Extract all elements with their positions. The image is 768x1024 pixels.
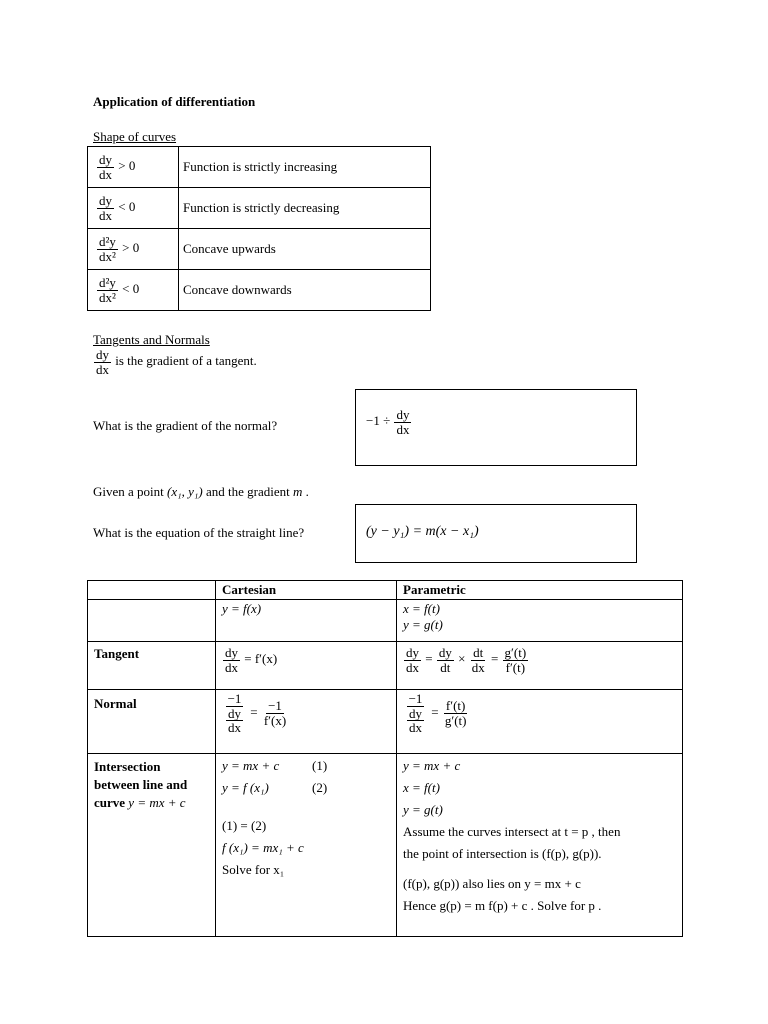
question-line: What is the equation of the straight line?	[93, 525, 305, 540]
page-title: Application of differentiation	[93, 94, 256, 109]
shape-desc: Concave upwards	[179, 229, 431, 270]
gradient-statement: $\frac{dy}{dx}$ is the gradient of a tangent.	[96, 347, 257, 377]
differentiation-table	[87, 580, 683, 937]
shape-desc: Function is strictly decreasing	[179, 188, 431, 229]
shape-row: $\frac{\text{d²y}}{\text{dx²}}$ > 0 Concave upwards	[88, 229, 431, 270]
answer-box-line: (y − y₁) = m(x − x₁)	[355, 504, 637, 563]
shape-row: $\frac{dy}{dx}$ > 0 Function is strictly increasing	[88, 147, 431, 188]
header-cartesian: Cartesian	[216, 581, 397, 600]
tangents-heading: Tangents and Normals	[93, 332, 210, 347]
shape-desc: Concave downwards	[179, 270, 431, 311]
question-normal: What is the gradient of the normal?	[93, 418, 278, 433]
table-row-normal: Normal $\frac{-1}{\frac{dy}{dx}}$ = $\frac{-1}{f'(x)}$ $\frac{-1}{\frac{dy}{dx}}$ = $\frac{f'(t)}{g'(t)}$	[88, 690, 683, 754]
shape-table	[87, 146, 431, 311]
answer-box-normal: −1 ÷ $\frac{dy}{dx}$	[355, 389, 637, 466]
label-tangent: Tangent	[88, 642, 216, 690]
label-intersection: Intersection between line and curve y = mx + c	[88, 754, 216, 937]
header-parametric: Parametric	[397, 581, 683, 600]
label-normal: Normal	[88, 690, 216, 754]
table-row-tangent: Tangent $\frac{dy}{dx}$ = f′(x) $\frac{dy}{dx}$ = $\frac{dy}{dt}$ × $\frac{dt}{dx}$ = $\frac{g'(t)}{f'(t)}$	[88, 642, 683, 690]
shape-heading: Shape of curves	[93, 129, 177, 144]
table-row-intersection: Intersection between line and curve y = mx + c y = mx + c (1) y = f (x₁) (2) (1) = (2) f (x₁) = mx₁ + c Solve for x₁ y = mx + c x = f(t) y = g(t) Assume the curves intersect at t = p , then the point of intersection is (f(p), g(p)). (f(p), g(p)) also lies on y = mx + c Hence g(p) = m f(p) + c . Solve for p .	[88, 754, 683, 937]
shape-row: $\frac{\text{d²y}}{\text{dx²}}$ < 0 Concave downwards	[88, 270, 431, 311]
shape-row: $\frac{dy}{dx}$ < 0 Function is strictly decreasing	[88, 188, 431, 229]
table-row: y = f(x) x = f(t) y = g(t)	[88, 600, 683, 642]
given-point: Given a point (x₁, y₁) and the gradient m .	[93, 484, 309, 499]
table-header-row	[88, 581, 683, 600]
shape-desc: Function is strictly increasing	[179, 147, 431, 188]
